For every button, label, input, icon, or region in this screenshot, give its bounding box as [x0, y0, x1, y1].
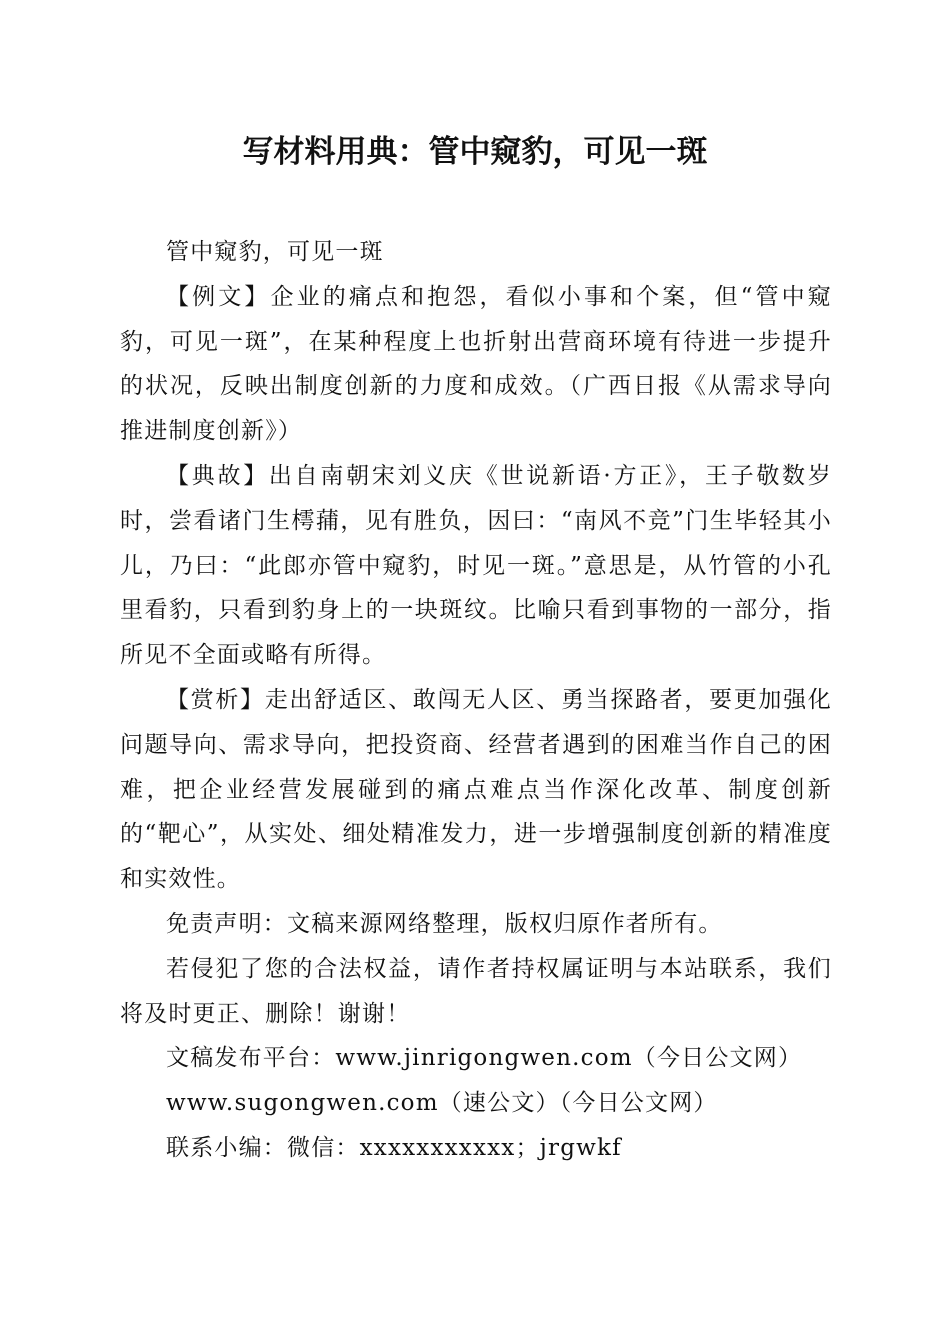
paragraph-heading: 管中窥豹，可见一斑 [166, 239, 384, 265]
paragraph-contact: 联系小编：微信：xxxxxxxxxxx；jrgwkf [166, 1134, 622, 1161]
page-title: 写材料用典：管中窥豹，可见一斑 [242, 134, 708, 170]
paragraph-disclaimer: 免责声明：文稿来源网络整理，版权归原作者所有。 [166, 910, 723, 937]
paragraph-infringement-notice: 若侵犯了您的合法权益，请作者持权属证明与本站联系，我们将及时更正、删除！谢谢！ [120, 955, 832, 1027]
paragraph-allusion: 【典故】出自南朝宋刘义庆《世说新语·方正》，王子敬数岁时，尝看诸门生樗蒱，见有胜负，因曰：“南风不竞”门生毕轻其小儿，乃曰：“此郎亦管中窥豹，时见一斑。”意思是，从竹管的小孔里看豹，只看到豹身上的一块斑纹。比喻只看到事物的一部分，指所见不全面或略有所得。 [120, 462, 832, 669]
document-body [120, 230, 832, 1171]
paragraph-secondary-site: www.sugongwen.com（速公文）（今日公文网） [166, 1090, 718, 1117]
paragraph-example: 【例文】企业的痛点和抱怨，看似小事和个案，但“管中窥豹，可见一斑”，在某种程度上也折射出营商环境有待进一步提升的状况，反映出制度创新的力度和成效。（广西日报《从需求导向推进制度创新》） [120, 283, 832, 445]
paragraph-publish-platform: 文稿发布平台：www.jinrigongwen.com（今日公文网） [166, 1045, 803, 1072]
paragraph-appreciation: 【赏析】走出舒适区、敢闯无人区、勇当探路者，要更加强化问题导向、需求导向，把投资商、经营者遇到的困难当作自己的困难，把企业经营发展碰到的痛点难点当作深化改革、制度创新的“靶心”，从实处、细处精准发力，进一步增强制度创新的精准度和实效性。 [120, 686, 832, 893]
